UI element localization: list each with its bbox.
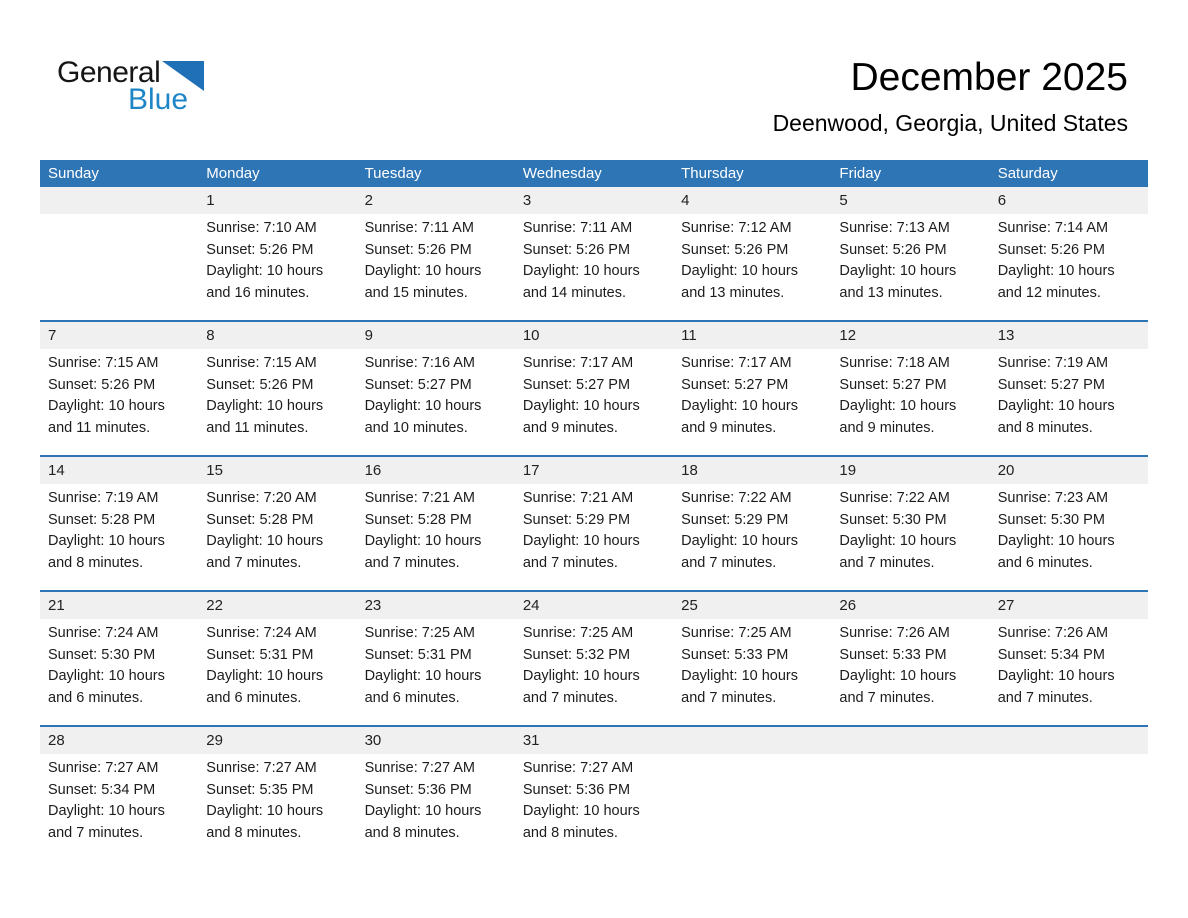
sunrise-text: Sunrise: 7:20 AM	[206, 490, 317, 506]
sunrise-text: Sunrise: 7:17 AM	[522, 355, 634, 371]
day-cell	[198, 619, 356, 725]
daylight-text-line1: Daylight: 10 hours	[522, 668, 640, 684]
day-cell	[198, 754, 356, 860]
sunset-text: Sunset: 5:36 PM	[522, 781, 631, 798]
day-cell	[990, 214, 1148, 320]
sunrise-text: Sunrise: 7:15 AM	[48, 355, 159, 371]
general-blue-logo	[57, 58, 204, 115]
daylight-text-line2: and 8 minutes.	[997, 419, 1093, 436]
daylight-text-line1: Daylight: 10 hours	[206, 803, 324, 819]
sunrise-text: Sunrise: 7:21 AM	[522, 490, 634, 506]
daylight-text-line2: and 13 minutes.	[839, 284, 943, 301]
week-body	[40, 214, 1148, 320]
day-cell	[515, 754, 673, 860]
day-cell	[357, 619, 515, 725]
day-number: 12	[839, 327, 857, 344]
day-number: 8	[206, 327, 215, 344]
day-number-strip	[40, 727, 1148, 754]
day-number: 6	[997, 192, 1007, 209]
day-cell	[673, 484, 831, 590]
daylight-text-line1: Daylight: 10 hours	[522, 263, 640, 279]
weekday-header-wednesday: Wednesday	[522, 165, 602, 182]
day-number: 25	[681, 597, 698, 614]
sunset-text: Sunset: 5:26 PM	[681, 241, 789, 258]
day-number: 9	[364, 327, 373, 344]
sunset-text: Sunset: 5:35 PM	[206, 781, 314, 798]
daylight-text-line2: and 13 minutes.	[681, 284, 785, 301]
day-number: 26	[839, 597, 857, 614]
sunrise-text: Sunrise: 7:25 AM	[364, 625, 475, 641]
day-number-strip	[40, 592, 1148, 619]
sunrise-text: Sunrise: 7:26 AM	[839, 625, 950, 641]
sunset-text: Sunset: 5:26 PM	[206, 241, 314, 258]
daylight-text-line1: Daylight: 10 hours	[364, 398, 482, 414]
daylight-text-line2: and 11 minutes.	[48, 419, 151, 436]
week-body	[40, 754, 1148, 860]
sunrise-text: Sunrise: 7:24 AM	[206, 625, 317, 641]
weekday-header-row	[40, 160, 1148, 187]
day-cell	[990, 484, 1148, 590]
daylight-text-line2: and 7 minutes.	[522, 554, 618, 571]
sunrise-text: Sunrise: 7:13 AM	[839, 220, 950, 236]
day-cell	[198, 484, 356, 590]
day-cell	[831, 619, 989, 725]
daylight-text-line1: Daylight: 10 hours	[997, 533, 1115, 549]
daylight-text-line2: and 8 minutes.	[48, 554, 144, 571]
day-number: 7	[48, 327, 57, 344]
day-number: 13	[997, 327, 1015, 344]
daylight-text-line1: Daylight: 10 hours	[522, 533, 640, 549]
daylight-text-line2: and 10 minutes.	[364, 419, 468, 436]
day-cell	[673, 214, 831, 320]
daylight-text-line2: and 8 minutes.	[522, 824, 618, 841]
sunset-text: Sunset: 5:27 PM	[681, 376, 789, 393]
day-cell	[198, 349, 356, 455]
title-block	[773, 56, 1128, 138]
day-cell	[40, 619, 198, 725]
sunset-text: Sunset: 5:26 PM	[522, 241, 631, 258]
daylight-text-line1: Daylight: 10 hours	[364, 263, 482, 279]
day-cell	[40, 754, 198, 860]
daylight-text-line1: Daylight: 10 hours	[206, 263, 324, 279]
day-number: 19	[839, 462, 857, 479]
sunset-text: Sunset: 5:30 PM	[839, 511, 947, 528]
day-cell	[515, 484, 673, 590]
daylight-text-line1: Daylight: 10 hours	[681, 533, 799, 549]
sunset-text: Sunset: 5:33 PM	[839, 646, 947, 663]
day-number: 15	[206, 462, 223, 479]
daylight-text-line1: Daylight: 10 hours	[48, 803, 165, 819]
daylight-text-line2: and 7 minutes.	[522, 689, 618, 706]
sunrise-text: Sunrise: 7:18 AM	[839, 355, 950, 371]
daylight-text-line2: and 9 minutes.	[522, 419, 618, 436]
daylight-text-line1: Daylight: 10 hours	[839, 668, 957, 684]
sunrise-text: Sunrise: 7:17 AM	[681, 355, 792, 371]
sunrise-text: Sunrise: 7:25 AM	[522, 625, 634, 641]
daylight-text-line2: and 12 minutes.	[997, 284, 1101, 301]
sunset-text: Sunset: 5:30 PM	[997, 511, 1105, 528]
daylight-text-line1: Daylight: 10 hours	[364, 533, 482, 549]
day-number: 30	[364, 732, 382, 749]
day-number: 1	[206, 192, 215, 209]
sunset-text: Sunset: 5:36 PM	[364, 781, 472, 798]
day-number: 20	[997, 462, 1015, 479]
sunrise-text: Sunrise: 7:10 AM	[206, 220, 317, 236]
daylight-text-line2: and 6 minutes.	[997, 554, 1093, 571]
logo-text-blue: Blue	[128, 83, 189, 116]
daylight-text-line2: and 7 minutes.	[48, 824, 144, 841]
weekday-header-tuesday: Tuesday	[364, 165, 422, 182]
sunset-text: Sunset: 5:27 PM	[997, 376, 1105, 393]
daylight-text-line1: Daylight: 10 hours	[681, 398, 799, 414]
calendar-weeks	[40, 187, 1148, 860]
empty-day-cell	[673, 754, 831, 860]
sunrise-text: Sunrise: 7:22 AM	[839, 490, 950, 506]
sunset-text: Sunset: 5:29 PM	[681, 511, 789, 528]
daylight-text-line2: and 6 minutes.	[364, 689, 460, 706]
sunrise-text: Sunrise: 7:15 AM	[206, 355, 317, 371]
daylight-text-line1: Daylight: 10 hours	[206, 668, 324, 684]
week-row	[40, 590, 1148, 725]
sunrise-text: Sunrise: 7:27 AM	[48, 760, 159, 776]
empty-day-cell	[831, 754, 989, 860]
calendar-month-title: December 2025	[850, 56, 1128, 99]
daylight-text-line2: and 6 minutes.	[48, 689, 144, 706]
sunrise-text: Sunrise: 7:11 AM	[364, 220, 474, 236]
day-number: 31	[522, 732, 540, 749]
day-cell	[831, 484, 989, 590]
day-cell	[357, 754, 515, 860]
daylight-text-line1: Daylight: 10 hours	[206, 398, 324, 414]
sunset-text: Sunset: 5:26 PM	[48, 376, 156, 393]
weekday-header-thursday: Thursday	[681, 165, 744, 182]
day-cell	[515, 349, 673, 455]
day-number: 5	[839, 192, 848, 209]
daylight-text-line1: Daylight: 10 hours	[522, 398, 640, 414]
daylight-text-line2: and 11 minutes.	[206, 419, 309, 436]
day-number: 3	[522, 192, 532, 209]
day-cell	[357, 349, 515, 455]
day-number: 4	[681, 192, 690, 209]
day-number: 16	[364, 462, 382, 479]
daylight-text-line2: and 8 minutes.	[364, 824, 460, 841]
day-cell	[673, 349, 831, 455]
daylight-text-line1: Daylight: 10 hours	[839, 263, 957, 279]
daylight-text-line1: Daylight: 10 hours	[839, 398, 957, 414]
sunset-text: Sunset: 5:28 PM	[48, 511, 156, 528]
sunset-text: Sunset: 5:31 PM	[206, 646, 314, 663]
sunset-text: Sunset: 5:28 PM	[206, 511, 314, 528]
daylight-text-line2: and 7 minutes.	[681, 554, 777, 571]
daylight-text-line2: and 9 minutes.	[681, 419, 777, 436]
daylight-text-line2: and 6 minutes.	[206, 689, 302, 706]
sunset-text: Sunset: 5:27 PM	[839, 376, 947, 393]
sunset-text: Sunset: 5:26 PM	[839, 241, 947, 258]
daylight-text-line2: and 8 minutes.	[206, 824, 302, 841]
sunrise-text: Sunrise: 7:24 AM	[48, 625, 159, 641]
day-cell	[515, 214, 673, 320]
week-body	[40, 349, 1148, 455]
day-number-strip	[40, 457, 1148, 484]
week-row	[40, 455, 1148, 590]
day-cell	[198, 214, 356, 320]
week-row	[40, 320, 1148, 455]
day-number: 10	[522, 327, 540, 344]
weekday-header-saturday: Saturday	[997, 165, 1058, 182]
sunset-text: Sunset: 5:30 PM	[48, 646, 156, 663]
daylight-text-line1: Daylight: 10 hours	[48, 398, 165, 414]
day-cell	[40, 349, 198, 455]
sunset-text: Sunset: 5:33 PM	[681, 646, 789, 663]
sunset-text: Sunset: 5:32 PM	[522, 646, 631, 663]
daylight-text-line1: Daylight: 10 hours	[681, 263, 799, 279]
day-number: 11	[681, 327, 697, 344]
empty-day-cell	[990, 754, 1148, 860]
sunset-text: Sunset: 5:26 PM	[997, 241, 1105, 258]
day-cell	[357, 484, 515, 590]
daylight-text-line1: Daylight: 10 hours	[48, 533, 165, 549]
day-cell	[990, 349, 1148, 455]
sunset-text: Sunset: 5:27 PM	[364, 376, 472, 393]
sunset-text: Sunset: 5:26 PM	[206, 376, 314, 393]
sunrise-text: Sunrise: 7:27 AM	[206, 760, 317, 776]
sunset-text: Sunset: 5:34 PM	[48, 781, 156, 798]
day-cell	[357, 214, 515, 320]
sunset-text: Sunset: 5:34 PM	[997, 646, 1105, 663]
daylight-text-line2: and 14 minutes.	[522, 284, 627, 301]
sunrise-text: Sunrise: 7:11 AM	[522, 220, 633, 236]
sunset-text: Sunset: 5:28 PM	[364, 511, 472, 528]
day-number: 23	[364, 597, 382, 614]
sunrise-text: Sunrise: 7:27 AM	[364, 760, 475, 776]
sunset-text: Sunset: 5:29 PM	[522, 511, 631, 528]
week-row	[40, 187, 1148, 320]
day-number-strip	[40, 322, 1148, 349]
day-cell	[515, 619, 673, 725]
weekday-header-friday: Friday	[839, 165, 882, 182]
daylight-text-line1: Daylight: 10 hours	[364, 668, 482, 684]
calendar-location-subtitle: Deenwood, Georgia, United States	[772, 110, 1128, 136]
week-body	[40, 484, 1148, 590]
daylight-text-line1: Daylight: 10 hours	[681, 668, 799, 684]
daylight-text-line2: and 7 minutes.	[681, 689, 777, 706]
daylight-text-line1: Daylight: 10 hours	[48, 668, 165, 684]
daylight-text-line1: Daylight: 10 hours	[997, 263, 1115, 279]
daylight-text-line2: and 7 minutes.	[839, 689, 935, 706]
calendar-table	[40, 160, 1148, 860]
daylight-text-line2: and 16 minutes.	[206, 284, 310, 301]
day-number: 17	[522, 462, 540, 479]
day-number: 21	[48, 597, 65, 614]
sunrise-text: Sunrise: 7:14 AM	[997, 220, 1109, 236]
day-number-strip	[40, 187, 1148, 214]
day-number: 22	[206, 597, 223, 614]
day-cell	[831, 349, 989, 455]
daylight-text-line1: Daylight: 10 hours	[522, 803, 640, 819]
sunrise-text: Sunrise: 7:27 AM	[522, 760, 634, 776]
sunset-text: Sunset: 5:27 PM	[522, 376, 631, 393]
daylight-text-line2: and 7 minutes.	[364, 554, 460, 571]
day-number: 27	[997, 597, 1015, 614]
daylight-text-line2: and 7 minutes.	[839, 554, 935, 571]
daylight-text-line1: Daylight: 10 hours	[839, 533, 957, 549]
day-cell	[673, 619, 831, 725]
sunset-text: Sunset: 5:26 PM	[364, 241, 472, 258]
daylight-text-line2: and 9 minutes.	[839, 419, 935, 436]
daylight-text-line2: and 15 minutes.	[364, 284, 468, 301]
daylight-text-line1: Daylight: 10 hours	[206, 533, 324, 549]
sunset-text: Sunset: 5:31 PM	[364, 646, 472, 663]
empty-day-cell	[40, 214, 198, 320]
daylight-text-line1: Daylight: 10 hours	[997, 398, 1115, 414]
sunrise-text: Sunrise: 7:22 AM	[681, 490, 792, 506]
daylight-text-line1: Daylight: 10 hours	[997, 668, 1115, 684]
sunrise-text: Sunrise: 7:19 AM	[48, 490, 159, 506]
day-cell	[831, 214, 989, 320]
daylight-text-line2: and 7 minutes.	[997, 689, 1093, 706]
sunrise-text: Sunrise: 7:25 AM	[681, 625, 792, 641]
daylight-text-line2: and 7 minutes.	[206, 554, 302, 571]
daylight-text-line1: Daylight: 10 hours	[364, 803, 482, 819]
week-row	[40, 725, 1148, 860]
day-number: 28	[48, 732, 65, 749]
day-number: 18	[681, 462, 698, 479]
sunrise-text: Sunrise: 7:26 AM	[997, 625, 1109, 641]
weekday-header-monday: Monday	[206, 165, 260, 182]
logo-text-general: General	[57, 56, 161, 89]
sunrise-text: Sunrise: 7:12 AM	[681, 220, 792, 236]
day-number: 29	[206, 732, 223, 749]
sunrise-text: Sunrise: 7:16 AM	[364, 355, 475, 371]
day-number: 14	[48, 462, 65, 479]
week-body	[40, 619, 1148, 725]
sunrise-text: Sunrise: 7:21 AM	[364, 490, 475, 506]
day-cell	[40, 484, 198, 590]
day-number: 24	[522, 597, 540, 614]
day-number: 2	[364, 192, 373, 209]
weekday-header-sunday: Sunday	[48, 165, 99, 182]
sunrise-text: Sunrise: 7:19 AM	[997, 355, 1109, 371]
sunrise-text: Sunrise: 7:23 AM	[997, 490, 1109, 506]
day-cell	[990, 619, 1148, 725]
